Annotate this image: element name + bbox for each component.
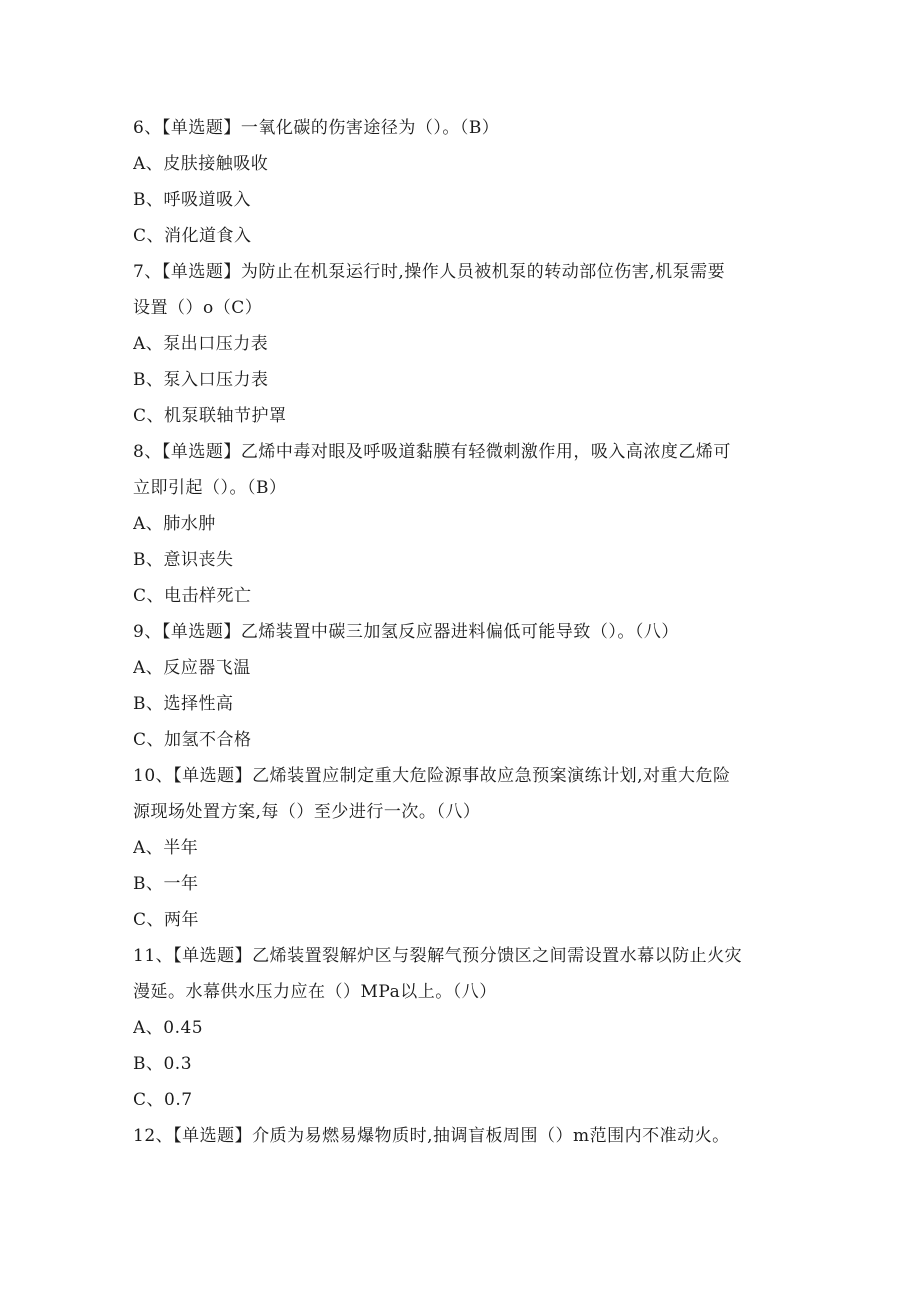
answer-option: C、0.7 <box>133 1090 193 1110</box>
question-stem-continuation: 源现场处置方案,每（）至少进行一次。（八） <box>133 802 481 822</box>
answer-option: B、一年 <box>133 874 199 894</box>
question-stem-continuation: 漫延。水幕供水压力应在（）MPa以上。（八） <box>133 982 497 1002</box>
question-stem: 9、【单选题】乙烯装置中碳三加氢反应器进料偏低可能导致（）。（八） <box>133 622 679 642</box>
question-stem: 8、【单选题】乙烯中毒对眼及呼吸道黏膜有轻微刺激作用，吸入高浓度乙烯可 <box>133 442 731 462</box>
answer-option: A、肺水肿 <box>133 514 216 534</box>
question-stem-continuation: 设置（）o（C） <box>133 298 263 318</box>
question-stem: 12、【单选题】介质为易燃易爆物质时,抽调盲板周围（）m范围内不准动火。 <box>133 1126 730 1146</box>
answer-option: C、机泵联轴节护罩 <box>133 406 287 426</box>
answer-option: A、泵出口压力表 <box>133 334 269 354</box>
answer-option: B、选择性高 <box>133 694 234 714</box>
answer-option: A、反应器飞温 <box>133 658 251 678</box>
answer-option: B、呼吸道吸入 <box>133 190 251 210</box>
question-stem: 11、【单选题】乙烯装置裂解炉区与裂解气预分馈区之间需设置水幕以防止火灾 <box>133 946 743 966</box>
answer-option: A、0.45 <box>133 1018 204 1038</box>
answer-option: C、两年 <box>133 910 200 930</box>
answer-option: A、皮肤接触吸收 <box>133 154 269 174</box>
answer-option: B、意识丧失 <box>133 550 234 570</box>
answer-option: B、0.3 <box>133 1054 193 1074</box>
answer-option: C、消化道食入 <box>133 226 252 246</box>
answer-option: C、加氢不合格 <box>133 730 252 750</box>
answer-option: B、泵入口压力表 <box>133 370 269 390</box>
question-stem-continuation: 立即引起（）。（B） <box>133 478 287 498</box>
question-stem: 10、【单选题】乙烯装置应制定重大危险源事故应急预案演练计划,对重大危险 <box>133 766 731 786</box>
answer-option: A、半年 <box>133 838 199 858</box>
question-list <box>133 110 793 1154</box>
question-stem: 6、【单选题】一氧化碳的伤害途径为（）。（B） <box>133 118 500 138</box>
question-stem: 7、【单选题】为防止在机泵运行时,操作人员被机泵的转动部位伤害,机泵需要 <box>133 262 726 282</box>
answer-option: C、电击样死亡 <box>133 586 252 606</box>
